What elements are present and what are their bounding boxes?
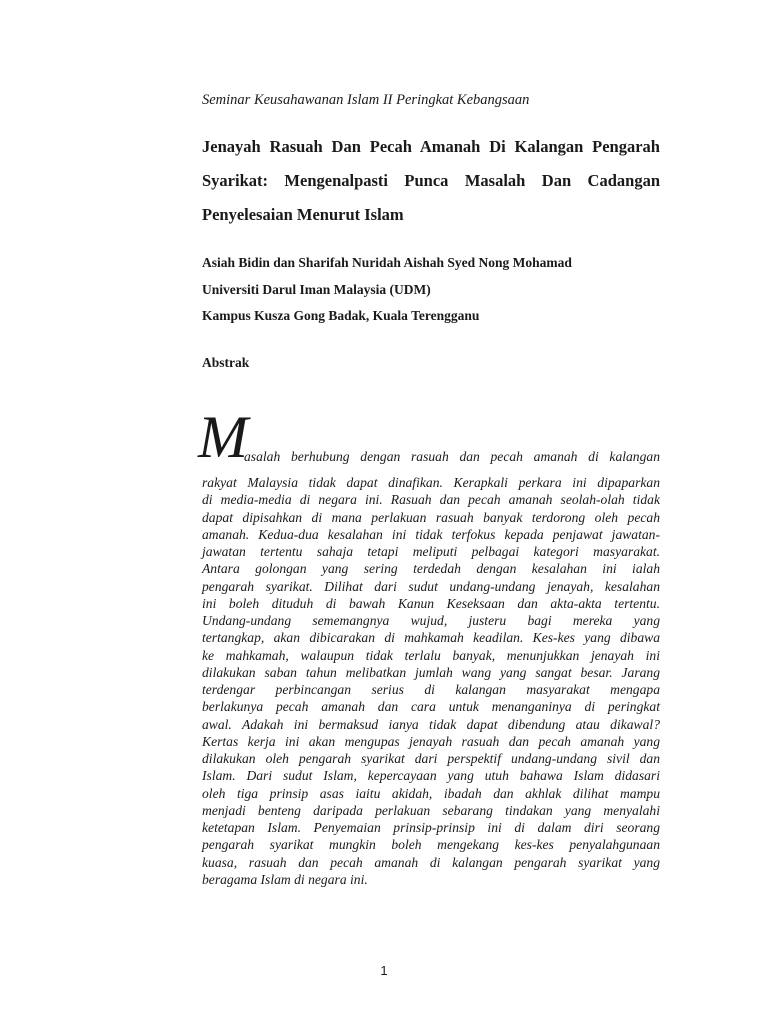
abstract-line: pengarah syarikat. Dilihat dari sudut undang-undang jenayah, kesalahan [202,578,660,594]
abstract-drop-cap: M [198,404,248,470]
abstract-line: berlakunya pecah amanah dan cara untuk menanganinya di peringkat [202,699,660,715]
author-names: Asiah Bidin dan Sharifah Nuridah Aishah Syed Nong Mohamad [202,255,572,270]
abstract-line: amanah. Kedua-dua kesalahan ini tidak terfokus kepada penjawat jawatan- [202,526,660,542]
abstract-line: tertangkap, akan dibicarakan di mahkamah keadilan. Kes-kes yang dibawa [202,630,660,646]
author-campus: Kampus Kusza Gong Badak, Kuala Terengganu [202,308,480,323]
abstract-heading: Abstrak [202,355,250,370]
abstract-line: ini boleh dituduh di bawah Kanun Keseksaan dan akta-akta tertentu. [202,595,660,611]
abstract-line: dilakukan oleh pengarah syarikat dari perspektif undang-undang sivil dan [202,751,660,766]
abstract-line: pengarah syarikat mungkin boleh mengekang kes-kes penyalahgunaan [202,837,660,853]
author-institution: Universiti Darul Iman Malaysia (UDM) [202,281,431,297]
author-block [202,250,660,330]
title-line: Penyelesaian Menurut Islam [202,205,404,224]
abstract-first-line: asalah berhubung dengan rasuah dan pecah amanah di kalangan [244,449,660,464]
title-line: Syarikat: Mengenalpasti Punca Masalah Dan Cadangan [202,171,660,190]
abstract-line: rakyat Malaysia tidak dapat dinafikan. Kerapkali perkara ini dipaparkan [202,475,660,490]
title-line: Jenayah Rasuah Dan Pecah Amanah Di Kalangan Pengarah [202,137,660,156]
abstract-line: beragama Islam di negara ini. [202,871,368,887]
page-number: 1 [380,963,388,978]
abstract-line: terdengar perbincangan serius di kalangan masyarakat mengapa [202,682,660,697]
abstract-line: Antara golongan yang sering terdedah dengan kesalahan ini ialah [202,561,660,577]
abstract-line: di media-media di negara ini. Rasuah dan pecah amanah seolah-olah tidak [202,492,660,508]
abstract-line: ke mahkamah, walaupun tidak terlalu banyak, menunjukkan jenayah ini [202,647,660,663]
abstract-body [202,474,660,888]
abstract-line: Islam. Dari sudut Islam, kepercayaan yang utuh bahawa Islam didasari [202,768,660,784]
abstract-line: oleh tiga prinsip asas iaitu akidah, ibadah dan akhlak dilihat mampu [202,785,660,801]
abstract-line: menjadi benteng daripada perlakuan sebarang tindakan yang menyalahi [202,802,660,818]
abstract-line: jawatan tertentu sahaja tetapi meliputi pelbagai kategori masyarakat. [202,544,660,559]
abstract-line: dapat dipisahkan di mana perlakuan rasuah banyak terdorong oleh pecah [202,509,660,525]
abstract-line: dilakukan saban tahun melibatkan jumlah wang yang sangat besar. Jarang [202,664,660,680]
abstract-line: ketetapan Islam. Penyemaian prinsip-prinsip ini di dalam diri seorang [202,820,660,835]
seminar-header: Seminar Keusahawanan Islam II Peringkat Kebangsaan [202,92,530,108]
paper-title [202,130,660,232]
abstract-line: awal. Adakah ini bermaksud ianya tidak dapat dibendung atau dikawal? [202,716,660,732]
abstract-line: kuasa, rasuah dan pecah amanah di kalangan pengarah syarikat yang [202,854,660,870]
abstract-line: Undang-undang sememangnya wujud, justeru bagi mereka yang [202,613,660,628]
abstract-line: Kertas kerja ini akan mengupas jenayah rasuah dan pecah amanah yang [202,733,660,749]
